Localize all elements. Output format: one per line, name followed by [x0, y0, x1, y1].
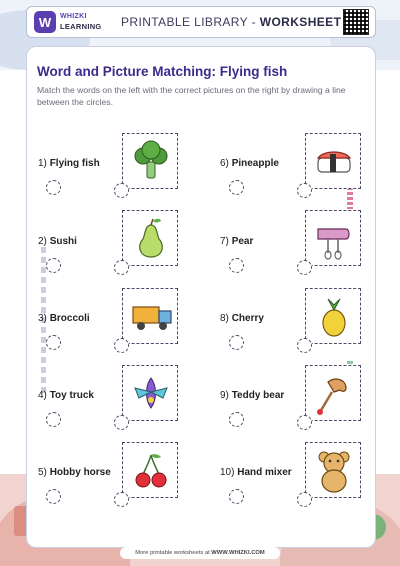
left-word-circle-3[interactable]: [46, 335, 61, 350]
footer-link[interactable]: WWW.WHIZKI.COM: [211, 550, 265, 556]
right-word-9: 9) Teddy bear: [220, 390, 285, 401]
pineapple-icon: [306, 289, 362, 345]
right-picture-circle-5[interactable]: [297, 492, 312, 507]
left-word-3: 3) Broccoli: [38, 313, 90, 324]
left-word-circle-2[interactable]: [46, 258, 61, 273]
left-picture-box-3: [122, 288, 178, 344]
left-word-2: 2) Sushi: [38, 236, 77, 247]
decorative-stripe-pink: [347, 187, 353, 209]
left-picture-box-2: [122, 210, 178, 266]
teddy-bear-icon: [306, 443, 362, 499]
left-word-4: 4) Toy truck: [38, 390, 94, 401]
qr-code-icon: [343, 9, 369, 35]
left-picture-box-1: [122, 133, 178, 189]
left-picture-box-4: [122, 365, 178, 421]
left-word-5: 5) Hobby horse: [38, 467, 111, 478]
broccoli-icon: [123, 134, 179, 190]
right-word-10: 10) Hand mixer: [220, 467, 292, 478]
right-word-circle-9[interactable]: [229, 412, 244, 427]
right-word-8: 8) Cherry: [220, 313, 264, 324]
right-word-7: 7) Pear: [220, 236, 254, 247]
right-word-circle-6[interactable]: [229, 180, 244, 195]
right-picture-circle-4[interactable]: [297, 415, 312, 430]
hand-mixer-icon: [306, 211, 362, 267]
header-bar: [26, 6, 376, 38]
left-word-circle-5[interactable]: [46, 489, 61, 504]
sushi-icon: [306, 134, 362, 190]
left-picture-circle-5[interactable]: [114, 492, 129, 507]
right-picture-box-5: [305, 442, 361, 498]
left-picture-circle-3[interactable]: [114, 338, 129, 353]
right-word-circle-7[interactable]: [229, 258, 244, 273]
left-picture-circle-2[interactable]: [114, 260, 129, 275]
right-picture-circle-1[interactable]: [297, 183, 312, 198]
right-word-circle-8[interactable]: [229, 335, 244, 350]
logo-text-bottom: LEARNING: [60, 22, 102, 31]
hobby-horse-icon: [306, 366, 362, 422]
cherry-icon: [123, 443, 179, 499]
right-picture-box-1: [305, 133, 361, 189]
toy-truck-icon: [123, 289, 179, 345]
right-picture-box-4: [305, 365, 361, 421]
left-word-1: 1) Flying fish: [38, 158, 100, 169]
left-picture-circle-4[interactable]: [114, 415, 129, 430]
right-picture-box-3: [305, 288, 361, 344]
left-word-circle-1[interactable]: [46, 180, 61, 195]
right-picture-circle-3[interactable]: [297, 338, 312, 353]
worksheet-title: Word and Picture Matching: Flying fish: [37, 64, 288, 79]
right-picture-circle-2[interactable]: [297, 260, 312, 275]
footer: More printable worksheets at WWW.WHIZKI.COM: [120, 547, 280, 559]
right-word-6: 6) Pineapple: [220, 158, 279, 169]
left-picture-box-5: [122, 442, 178, 498]
pear-icon: [123, 211, 179, 267]
header-title: PRINTABLE LIBRARY - WORKSHEET: [121, 15, 342, 29]
logo-text-top: WHIZKI: [60, 13, 87, 20]
right-picture-box-2: [305, 210, 361, 266]
flying-fish-icon: [123, 366, 179, 422]
right-word-circle-10[interactable]: [229, 489, 244, 504]
left-picture-circle-1[interactable]: [114, 183, 129, 198]
left-word-circle-4[interactable]: [46, 412, 61, 427]
worksheet-instructions: Match the words on the left with the correct pictures on the right by drawing a line between the circles.: [37, 85, 346, 107]
logo-icon[interactable]: W: [34, 11, 56, 33]
